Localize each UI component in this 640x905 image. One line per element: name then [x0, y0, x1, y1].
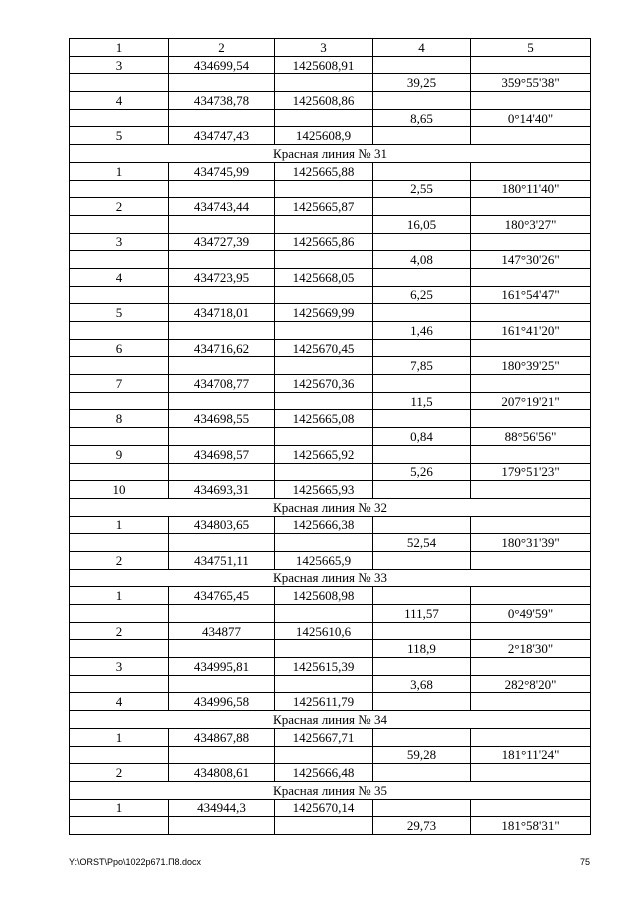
segment-angle: 2°18'30" [471, 640, 591, 658]
length-empty [373, 516, 471, 534]
point-number: 3 [70, 56, 169, 74]
coord-x: 434716,62 [169, 339, 275, 357]
length-empty [373, 304, 471, 322]
coord-y: 1425665,9 [275, 551, 373, 569]
section-title: Красная линия № 32 [70, 498, 591, 516]
point-row [70, 410, 591, 428]
coord-y-empty [275, 392, 373, 410]
point-empty [70, 357, 169, 375]
point-empty [70, 605, 169, 623]
point-empty [70, 251, 169, 269]
segment-length: 39,25 [373, 74, 471, 92]
segment-row [70, 675, 591, 693]
length-empty [373, 693, 471, 711]
coord-x: 434743,44 [169, 198, 275, 216]
angle-empty [471, 693, 591, 711]
coord-x: 434718,01 [169, 304, 275, 322]
length-empty [373, 587, 471, 605]
coord-x: 434727,39 [169, 233, 275, 251]
segment-angle: 181°11'24" [471, 746, 591, 764]
angle-empty [471, 445, 591, 463]
segment-length: 5,26 [373, 463, 471, 481]
point-row [70, 198, 591, 216]
coord-y-empty [275, 534, 373, 552]
segment-row [70, 286, 591, 304]
segment-angle: 161°54'47" [471, 286, 591, 304]
coord-x-empty [169, 286, 275, 304]
point-empty [70, 180, 169, 198]
segment-angle: 0°14'40" [471, 109, 591, 127]
point-empty [70, 215, 169, 233]
coord-x: 434708,77 [169, 375, 275, 393]
coord-x: 434745,99 [169, 162, 275, 180]
coord-x: 434751,11 [169, 551, 275, 569]
coord-y: 1425666,48 [275, 764, 373, 782]
angle-empty [471, 162, 591, 180]
point-empty [70, 746, 169, 764]
segment-length: 59,28 [373, 746, 471, 764]
length-empty [373, 127, 471, 145]
coord-y-empty [275, 322, 373, 340]
header-col-1: 1 [70, 39, 169, 57]
coord-x-empty [169, 428, 275, 446]
length-empty [373, 162, 471, 180]
segment-row [70, 640, 591, 658]
coord-x-empty [169, 215, 275, 233]
point-empty [70, 74, 169, 92]
section-row [70, 781, 591, 799]
point-number: 5 [70, 304, 169, 322]
coord-y: 1425608,9 [275, 127, 373, 145]
segment-angle: 161°41'20" [471, 322, 591, 340]
coordinates-table [69, 38, 591, 835]
point-number: 1 [70, 587, 169, 605]
segment-length: 118,9 [373, 640, 471, 658]
coord-y: 1425669,99 [275, 304, 373, 322]
coord-y: 1425608,91 [275, 56, 373, 74]
segment-angle: 0°49'59" [471, 605, 591, 623]
point-number: 9 [70, 445, 169, 463]
angle-empty [471, 481, 591, 499]
angle-empty [471, 268, 591, 286]
point-empty [70, 675, 169, 693]
segment-row [70, 357, 591, 375]
coord-y: 1425615,39 [275, 658, 373, 676]
coord-y: 1425665,86 [275, 233, 373, 251]
coord-x-empty [169, 180, 275, 198]
section-row [70, 569, 591, 587]
angle-empty [471, 56, 591, 74]
coord-y-empty [275, 428, 373, 446]
segment-length: 1,46 [373, 322, 471, 340]
segment-length: 3,68 [373, 675, 471, 693]
point-number: 2 [70, 551, 169, 569]
length-empty [373, 622, 471, 640]
angle-empty [471, 587, 591, 605]
point-row [70, 622, 591, 640]
point-row [70, 587, 591, 605]
coord-y: 1425665,88 [275, 162, 373, 180]
length-empty [373, 375, 471, 393]
coord-x: 434698,57 [169, 445, 275, 463]
angle-empty [471, 375, 591, 393]
point-empty [70, 286, 169, 304]
angle-empty [471, 410, 591, 428]
section-row [70, 145, 591, 163]
point-empty [70, 463, 169, 481]
coord-y: 1425670,36 [275, 375, 373, 393]
coord-y-empty [275, 675, 373, 693]
segment-length: 11,5 [373, 392, 471, 410]
coord-x-empty [169, 640, 275, 658]
angle-empty [471, 764, 591, 782]
section-title: Красная линия № 33 [70, 569, 591, 587]
coord-x-empty [169, 74, 275, 92]
coord-x-empty [169, 392, 275, 410]
length-empty [373, 799, 471, 817]
angle-empty [471, 304, 591, 322]
coord-y-empty [275, 251, 373, 269]
segment-length: 0,84 [373, 428, 471, 446]
point-row [70, 162, 591, 180]
segment-length: 52,54 [373, 534, 471, 552]
length-empty [373, 268, 471, 286]
point-row [70, 304, 591, 322]
point-number: 1 [70, 728, 169, 746]
point-row [70, 268, 591, 286]
angle-empty [471, 799, 591, 817]
point-row [70, 516, 591, 534]
length-empty [373, 233, 471, 251]
angle-empty [471, 551, 591, 569]
coord-x: 434693,31 [169, 481, 275, 499]
point-number: 4 [70, 268, 169, 286]
point-empty [70, 109, 169, 127]
point-number: 2 [70, 622, 169, 640]
point-row [70, 92, 591, 110]
coord-y-empty [275, 817, 373, 835]
angle-empty [471, 198, 591, 216]
point-number: 3 [70, 233, 169, 251]
point-row [70, 693, 591, 711]
coord-x-empty [169, 675, 275, 693]
segment-angle: 179°51'23" [471, 463, 591, 481]
coord-y: 1425665,08 [275, 410, 373, 428]
coord-x-empty [169, 251, 275, 269]
coord-y-empty [275, 605, 373, 623]
coord-x: 434867,88 [169, 728, 275, 746]
length-empty [373, 56, 471, 74]
section-row [70, 498, 591, 516]
coord-y: 1425670,45 [275, 339, 373, 357]
coord-x-empty [169, 322, 275, 340]
segment-angle: 88°56'56" [471, 428, 591, 446]
segment-row [70, 180, 591, 198]
header-col-3: 3 [275, 39, 373, 57]
coord-y: 1425666,38 [275, 516, 373, 534]
point-number: 1 [70, 516, 169, 534]
segment-angle: 180°31'39" [471, 534, 591, 552]
point-number: 10 [70, 481, 169, 499]
point-number: 7 [70, 375, 169, 393]
coord-x-empty [169, 357, 275, 375]
coord-x: 434699,54 [169, 56, 275, 74]
point-row [70, 56, 591, 74]
segment-angle: 147°30'26" [471, 251, 591, 269]
length-empty [373, 339, 471, 357]
coord-x: 434738,78 [169, 92, 275, 110]
segment-angle: 180°3'27" [471, 215, 591, 233]
segment-row [70, 215, 591, 233]
segment-row [70, 109, 591, 127]
segment-angle: 181°58'31" [471, 817, 591, 835]
angle-empty [471, 622, 591, 640]
coord-y: 1425665,92 [275, 445, 373, 463]
coord-y-empty [275, 215, 373, 233]
header-col-4: 4 [373, 39, 471, 57]
coord-x-empty [169, 463, 275, 481]
footer-file-path: Y:\ORST\Ppo\1022p671.П8.docx [69, 857, 202, 867]
point-number: 4 [70, 92, 169, 110]
segment-length: 6,25 [373, 286, 471, 304]
coord-y: 1425665,87 [275, 198, 373, 216]
point-number: 2 [70, 198, 169, 216]
coord-x-empty [169, 817, 275, 835]
point-empty [70, 534, 169, 552]
header-col-5: 5 [471, 39, 591, 57]
segment-length: 7,85 [373, 357, 471, 375]
point-row [70, 445, 591, 463]
segment-row [70, 534, 591, 552]
point-row [70, 658, 591, 676]
section-row [70, 711, 591, 729]
angle-empty [471, 92, 591, 110]
segment-row [70, 251, 591, 269]
coord-x: 434944,3 [169, 799, 275, 817]
segment-row [70, 817, 591, 835]
length-empty [373, 764, 471, 782]
point-number: 1 [70, 799, 169, 817]
segment-row [70, 463, 591, 481]
length-empty [373, 410, 471, 428]
point-row [70, 551, 591, 569]
point-number: 8 [70, 410, 169, 428]
point-number: 3 [70, 658, 169, 676]
coord-y-empty [275, 746, 373, 764]
coord-y: 1425610,6 [275, 622, 373, 640]
coord-x-empty [169, 109, 275, 127]
coord-x: 434995,81 [169, 658, 275, 676]
section-title: Красная линия № 35 [70, 781, 591, 799]
point-row [70, 339, 591, 357]
coord-y: 1425611,79 [275, 693, 373, 711]
point-number: 6 [70, 339, 169, 357]
coord-x: 434765,45 [169, 587, 275, 605]
angle-empty [471, 127, 591, 145]
segment-angle: 207°19'21" [471, 392, 591, 410]
length-empty [373, 728, 471, 746]
segment-length: 29,73 [373, 817, 471, 835]
segment-row [70, 605, 591, 623]
coord-y-empty [275, 74, 373, 92]
coord-y-empty [275, 180, 373, 198]
segment-angle: 180°39'25" [471, 357, 591, 375]
angle-empty [471, 728, 591, 746]
point-number: 5 [70, 127, 169, 145]
length-empty [373, 481, 471, 499]
angle-empty [471, 516, 591, 534]
coord-x: 434698,55 [169, 410, 275, 428]
footer-page-number: 75 [579, 857, 590, 867]
segment-row [70, 746, 591, 764]
angle-empty [471, 339, 591, 357]
point-empty [70, 392, 169, 410]
section-title: Красная линия № 31 [70, 145, 591, 163]
header-col-2: 2 [169, 39, 275, 57]
angle-empty [471, 233, 591, 251]
point-row [70, 233, 591, 251]
segment-angle: 180°11'40" [471, 180, 591, 198]
coord-y-empty [275, 109, 373, 127]
coord-x-empty [169, 746, 275, 764]
segment-row [70, 428, 591, 446]
table-header-row [70, 39, 591, 57]
coord-x-empty [169, 605, 275, 623]
segment-angle: 359°55'38" [471, 74, 591, 92]
coord-y: 1425608,86 [275, 92, 373, 110]
length-empty [373, 551, 471, 569]
segment-length: 111,57 [373, 605, 471, 623]
section-title: Красная линия № 34 [70, 711, 591, 729]
segment-length: 4,08 [373, 251, 471, 269]
segment-row [70, 74, 591, 92]
point-empty [70, 322, 169, 340]
coord-y: 1425665,93 [275, 481, 373, 499]
point-number: 1 [70, 162, 169, 180]
length-empty [373, 445, 471, 463]
point-empty [70, 640, 169, 658]
point-empty [70, 428, 169, 446]
segment-length: 16,05 [373, 215, 471, 233]
coord-y: 1425608,98 [275, 587, 373, 605]
coord-x: 434747,43 [169, 127, 275, 145]
segment-row [70, 322, 591, 340]
point-number: 4 [70, 693, 169, 711]
coord-y-empty [275, 357, 373, 375]
point-row [70, 375, 591, 393]
coord-x: 434803,65 [169, 516, 275, 534]
coord-x-empty [169, 534, 275, 552]
length-empty [373, 92, 471, 110]
coord-y-empty [275, 286, 373, 304]
coord-y-empty [275, 463, 373, 481]
point-row [70, 127, 591, 145]
segment-length: 8,65 [373, 109, 471, 127]
coord-y: 1425667,71 [275, 728, 373, 746]
point-row [70, 799, 591, 817]
point-empty [70, 817, 169, 835]
coord-x: 434808,61 [169, 764, 275, 782]
segment-angle: 282°8'20" [471, 675, 591, 693]
length-empty [373, 658, 471, 676]
segment-length: 2,55 [373, 180, 471, 198]
coord-y-empty [275, 640, 373, 658]
coord-x: 434877 [169, 622, 275, 640]
coord-y: 1425668,05 [275, 268, 373, 286]
segment-row [70, 392, 591, 410]
point-row [70, 728, 591, 746]
coord-x: 434723,95 [169, 268, 275, 286]
point-number: 2 [70, 764, 169, 782]
coord-x: 434996,58 [169, 693, 275, 711]
length-empty [373, 198, 471, 216]
point-row [70, 764, 591, 782]
point-row [70, 481, 591, 499]
coordinates-table-body [70, 39, 591, 835]
angle-empty [471, 658, 591, 676]
coord-y: 1425670,14 [275, 799, 373, 817]
